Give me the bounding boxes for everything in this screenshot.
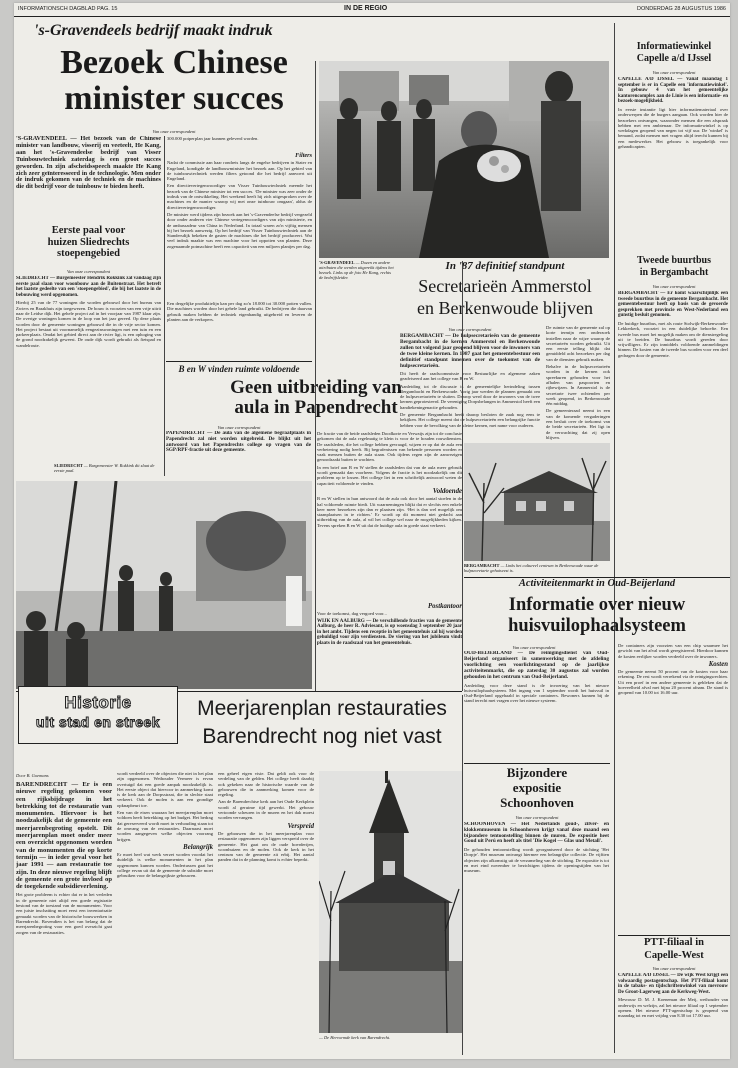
- china-kicker: 's-Gravendeels bedrijf maakt indruk: [34, 23, 273, 39]
- berkenwoude-caption-text: — Links het cultureel centrum in Berkenwoude waar de hulpsecretarie gehuisvest is.: [464, 563, 599, 573]
- china-visit-photo-image: [319, 61, 609, 258]
- secretariat-kicker-block: [400, 261, 610, 273]
- schoonhoven-headline-line3: Schoonhoven: [500, 795, 574, 810]
- info-headline-line2: Capelle a/d IJssel: [636, 53, 712, 64]
- china-col2-rest2: Een dergelijke produktielijn kan per dag zo'n 18.000 tot 30.000 potten vullen. Die machines worden door het gehele land gebruikt. De bedrijven die daarvan gebruik maken hebben de techniek eigenhandig uitgebreid en leveren de planten aan de verkopers.: [167, 301, 312, 322]
- sliedrecht-headline-line1: Eerste paal voor: [51, 225, 126, 236]
- restauraties-col2-a: een geheel eigen visie. Dat geldt ook voor de verdeling van de gelden. Het college heeft daarbij ook gekeken naar de historische waarde van de gebouwen die in aanmerking komen voor de regeling.: [218, 771, 314, 798]
- restauraties-col1: [117, 771, 213, 1056]
- info-body: [618, 77, 728, 252]
- restauraties-headline: [182, 695, 462, 765]
- china-col2-p1: 300.000 potperplan jaar kunnen geleverd worden.: [167, 136, 259, 141]
- sliedrecht-byline: Van onze correspondent: [66, 269, 111, 274]
- oudbeijerland-col1: [464, 651, 609, 761]
- ptt-body: [618, 973, 728, 1055]
- papendrecht-headline-line1: Geen uitbreiding van: [230, 378, 402, 398]
- buurtbus-headline: [618, 255, 730, 283]
- restauraties-headline-line1: Meerjarenplan restauraties: [197, 697, 447, 720]
- secretariat-kicker: In '87 definitief standpunt: [445, 261, 565, 272]
- sliedrecht-headline-line3: stoepengebied: [57, 248, 120, 259]
- china-col2-p2: Nadat de commissie aan haar rondreis langs de engelse bedrijven in Stater en Engeland, kondigde de landbouwminister het bezoek aan. Op het gebied van de tuinbouwtechniek werden filters getoond die het bedrijf aanvoert uit Engeland.: [167, 160, 312, 182]
- papendrecht-kicker-block: [166, 365, 312, 377]
- schoonhoven-text: De gehouden tentoonstelling wordt georganiseerd door de stichting 'Het Dorpje'. Het museum ontvangt hiermee een belangrijke collectie. De vijftien objecten zijn afkomstig uit de verzameling van de stichting. De expositie is tot en met eind november te bezichtigen tijdens de openingstijden van het museum.: [464, 847, 609, 874]
- secretariat-body-3: De gemeente Bergambacht heeft daarop besloten de zaak nog eens te bekijken. Het college meent dat de hulpsecretarieën een belangrijke functie hebben voor de bevolking van de kleine kernen, met name voor ouderen.: [400, 412, 540, 428]
- oudbeijerland-headline: [464, 595, 730, 639]
- restauraties-sub-belangrijk: Belangrijk: [183, 843, 213, 851]
- oudbeijerland-sub-kosten: Kosten: [708, 660, 728, 668]
- sliedrecht-headline-line2: huizen Sliedrechts: [47, 236, 130, 248]
- papendrecht-body-3: B en W stellen in hun antwoord dat de aula ook door het aantal stoelen in de hal voldoende ruimte biedt. Uit waarnemingen blijkt dat er slechts een enkele keer meer bezoekers zijn dan er plaatsen zijn. ‘Het is dan wel mogelijk om staanplaatsen in te richten.’ Er wordt op dit moment niet gedacht aan uitbreiding van de aula, al wil het college wel naar de mogelijkheden kijken. Tevens spreken B en W uit dat de huidige aula in goede staat verkeert.: [317, 496, 462, 528]
- sliedrecht-body: [16, 276, 161, 451]
- papendrecht-body-4: Voor de toekomst, dag vergoed voor...: [317, 611, 387, 617]
- secretariat-headline: [400, 275, 610, 323]
- china-lead: 'S-GRAVENDEEL — Het bezoek van de Chinese minister van landbouw, visserij en veeteelt, He Kang, aan het 's-Gravendeelse bedrijf van Visser Tuinbouwtechniek zaterdag is een groot succes geworden. In zijn afscheidsspeech maakte He Kang zich zeer geïnteresseerd in de technologie. Men onder de indruk gekomen van de techniek en de machines die dit bedrijf voor de tuinbouw te bieden heeft.: [16, 136, 161, 191]
- berkenwoude-caption-lead: BERGAMBACHT: [464, 563, 500, 568]
- historie-col1: [16, 781, 112, 1056]
- papendrecht-sub-postkantoor: Postkantoor: [428, 603, 462, 610]
- secretariat-headline-line1: Secretarieën Ammerstol: [418, 276, 592, 296]
- restauraties-col1-c: Er moet heel wat werk verzet worden voordat het duidelijk is welke monumenten in het plan opgenomen kunnen worden. Ondertussen gaat het college ervan uit dat de gemeente de subsidie moet gebruiken voor de belangrijkste gebouwen.: [117, 852, 213, 879]
- wijk-aalburg-lead: WIJK EN AALBURG: [317, 618, 365, 624]
- header-paper-name: INFORMATIONSCH DAGBLAD PAG. 15: [18, 6, 118, 12]
- oudbeijerland-lead: OUD-BEIJERLAND — De reinigingsdienst van Oud-Beijerland organiseert in samenwerking met de afdeling voorlichting een voorlichtingsstand op de jaarlijkse activiteitenmarkt, die op zaterdag 30 augustus zal worden gehouden in het centrum van Oud-Beijerland.: [464, 651, 609, 680]
- restauraties-col2-c: De gebouwen die in het meerjarenplan voor restauratie opgenomen zijn liggen verspreid over de gemeente. Het gaat om de oude boerderijen, woonhuizen en de molen. Ook de kerk in het centrum van de gemeente zit erbij. Het aantal panden dat in de planning komt is echter beperkt.: [218, 830, 314, 863]
- sliedrecht-lead: SLIEDRECHT — Burgemeester Hendrik Rokkink zal vandaag zijn eerste paal slaan voor woonbouw aan de Buitenstraat. Het betreft het laatste gedeelte van een 'stoepengebied', die bij het laatste in de bebouwing werd opgenomen.: [16, 276, 161, 298]
- china-kicker-block: [34, 23, 309, 45]
- papendrecht-sub-voldoende: Voldoende: [432, 487, 462, 495]
- china-col3: [167, 301, 312, 361]
- schoonhoven-lead: SCHOONHOVEN — Het Nederlands goud-, zilver- en klokkenmuseum in Schoonhoven krijgt vanaf deze maand een bijzondere tentoonstelling binnen de muren. De expositie heet Goud uit Perú en heeft als titel 'Die Kogel — Glas und Metall'.: [464, 822, 609, 845]
- sliedrecht-headline: [16, 225, 161, 269]
- historie-logo: [18, 686, 178, 744]
- newspaper-page: [14, 3, 730, 1059]
- historie-lead: BARENDRECHT — Er is een nieuwe regeling gekomen voor een rijksbijdrage in het betrekking tot de restauratie van monumenten. Hiervoor is het noodzakelijk dat de gemeente een meerjarenbegroting opstelt. Dit meerjarenplan moet onder meer een overzicht opgenomen worden van de monumenten die op korte termijn — in ieder geval voor het jaar 1991 — aan restauratie toe zijn. In deze nieuwe regeling blijft de gemeente een grote invloed op de toegekende subsidieverlening.: [16, 781, 112, 891]
- buurtbus-byline: Van onze correspondent: [652, 284, 696, 289]
- china-visit-photo: [319, 61, 609, 258]
- wijk-aalburg: [317, 601, 462, 691]
- oudbeijerland-col2: [618, 643, 728, 933]
- china-col2-rest: De minister werd tijdens zijn bezoek aan het 's-Gravendeelse bedrijf vergezeld door onder anderen vier Chinese vertegenwoordigers van zijn ministerie, en de ambassadeur van China in Nederland. In totaal waren zo'n vijftig mensen bij het bezoek aanwezig. Op het bedrijf van Visser Tuinbouwtechniek aan de Standersdijk bekeken de gasten de machines die het bedrijf produceert. Wat veel indruk maakte was een machine voor het oppotten van planten. Deze zogenaamde potmachine heeft een capaciteit van een miljoen plantjes per dag.: [167, 211, 312, 249]
- china-headline-line2: minister succes: [64, 80, 284, 117]
- historie-body: Het grote probleem is echter dat er in het verleden in de gemeente niet altijd een goede registratie bestond van de toestand van de monumenten. Voor een juiste inschatting moet eerst een inventarisatie gemaakt worden van de historische bouwwerken in Barendrecht. Bovendien is het van belang dat de meerjarenbegroting voor een goed overzicht gaat zorgen van de restauraties.: [16, 892, 112, 935]
- restauraties-col2-b: Aan de Barendrechtse kerk aan het Oude Kerkplein wordt al geruime tijd gewerkt. Het gebouw vertoonde scheuren in de muren en het dak moest worden vervangen.: [218, 799, 314, 821]
- ptt-headline-line1: PTT-filiaal in: [643, 937, 704, 948]
- sliedrecht-text: Hierbij 25 van de 77 woningen die worden gebouwd door het bureau van Zwiers en Braakhuis zijn toegewezen. De bouw is voorzien van een vrije uitrit naar de Leidse dijk. Het gehele project zal in het voorjaar van 1987 klaar zijn. De overige woningen komen in de loop van het jaar gereed. Op deze plaats worden door de gemeente woningen gebouwd die in de vrije sector komen. Het project bestaat uit voornamelijk eengezinswoningen met een tuin en een parkeerplaats. Omdat het gebied direct aan de rivier ligt, is een ophoging van de grond noodzakelijk geweest. De oude dijk wordt gebruikt als fietspad en wandelroute.: [16, 300, 161, 348]
- oudbeijerland-byline: Van onze correspondent: [512, 645, 556, 650]
- header-date: DONDERDAG 28 AUGUSTUS 1986: [637, 6, 726, 12]
- oudbeijerland-body: Aanleiding voor deze stand is de invoering van het nieuwe huisvuilophaalsysteem. Met ingang van 1 september wordt het huisvuil in Oud-Beijerland opgehaald in speciale containers. Bewoners kunnen bij de stand terecht met vragen over het nieuwe systeem.: [464, 682, 609, 704]
- oudbeijerland-kicker-block: [464, 579, 730, 593]
- secretariat-body-5: Behalve in de hulpsecretarieën worden in de kernen ook spreekuren gehouden voor het afhalen van paspoorten en rijbewijzen. In Ammerstol is de secretarie twee ochtenden per week geopend, in Berkenwoude één middag.: [546, 364, 610, 407]
- secretariat-body-1: Dit heeft de raadscommissie voor Bestuurlijke en algemene zaken geadviseerd aan het college van B en W.: [400, 371, 540, 382]
- restauraties-sub-verspreid: Verspreid: [287, 822, 314, 830]
- historie-logo-line1: Historie: [64, 693, 132, 712]
- china-sub-filters: Filters: [295, 152, 312, 159]
- oudbeijerland-headline-line2: huisvuilophaalsysteem: [508, 616, 686, 636]
- china-col2: [167, 150, 312, 300]
- church-photo: [319, 771, 462, 1033]
- info-lead: CAPELLE A/D IJSSEL — Vanaf maandag 1 september is er in Capelle een 'informatiewinkel'. In gebouw 4 van het gemeentelijke kantorencomplex aan de Linie is een informatie- en bezoek-mogelijkheid.: [618, 77, 728, 105]
- sliedrecht-caption: [54, 463, 162, 477]
- header-section: IN DE REGIO: [344, 5, 388, 12]
- schoonhoven-headline-line2: expositie: [512, 780, 562, 795]
- papendrecht-lead: PAPENDRECHT — De aula van de algemene begraafplaats in Papendrecht zal niet worden uitgebreid. De blijkt uit het antwoord van het Papendrechts college op vragen van de SGP/RPF-fractie uit deze gemeente.: [166, 431, 311, 454]
- china-caption-text: — Dozen en andere attributen die werden uitgereikt tijdens het bezoek. Links op de foto He Kang, rechts de bedrijfsleider.: [319, 260, 394, 280]
- restauraties-col2: [218, 771, 314, 1056]
- info-byline: Van onze correspondent: [652, 70, 696, 75]
- china-byline: Van onze correspondent: [152, 129, 196, 134]
- restauraties-headline-line2: Barendrecht nog niet vast: [202, 725, 442, 748]
- secretariat-body-4: De ruimte van de gemeente zal op korte termijn een onderzoek instellen naar de wijze waarop de secretarieën worden gebruikt. Uit een eerste telling blijkt dat gemiddeld acht bezoekers per dag van de diensten gebruik maken.: [546, 325, 610, 362]
- schoonhoven-headline-line1: Bijzondere: [506, 765, 568, 780]
- oudbeijerland-body-b: De containers zijn voorzien van een chip waarmee het gewicht van het afval wordt geregistreerd. Hierdoor kunnen de kosten eerlijker worden verdeeld over de inwoners.: [618, 643, 728, 659]
- buurtbus-headline-line1: Tweede buurtbus: [637, 255, 711, 266]
- info-headline: [618, 41, 730, 69]
- papendrecht-body-1: De fractie van de beide raadsleden Doodkorte en Verwaijs zijn tot de conclusie gekomen dat de aula regelmatig te klein is voor de te houden rouwdiensten. De raadsleden, die het college hebben gevraagd, wijzen er op dat de aula een verbetering nodig heeft. Bij begrafenissen van bekende personen worden er vaak mensen buiten de aula staan. Ook tijdens regen zijn de aanwezigen genoodzaakt buiten te wachten.: [317, 431, 462, 463]
- berkenwoude-photo-image: [464, 443, 610, 561]
- secretariat-lead: BERGAMBACHT — De hulpsecretarieën van de gemeente Bergambacht in de kernen Ammerstol en Berkenwoude zullen tot volgend jaar geopend blijven voor de inwoners van de twee kleine kernen. In 1987 gaat het gemeentebestuur een definitief standpunt innemen over de toekomst van de hulpsecretarieën.: [400, 333, 540, 369]
- schoonhoven-byline: Van onze correspondent: [515, 815, 559, 820]
- info-headline-line1: Informatiewinkel: [636, 41, 712, 52]
- ptt-headline: [618, 937, 730, 965]
- secretariat-headline-line2: en Berkenwoude blijven: [417, 298, 593, 318]
- oudbeijerland-kicker: Activiteitenmarkt in Oud-Beijerland: [518, 579, 676, 589]
- ptt-lead: CAPELLE A/D IJSSEL — De wijk West krijgt een volwaardig postagentschap. Het PTT-filiaal komt in de tabaks- en tijdschriftenwinkel van mevrouw De Groot-Lagerweg aan de Kerkweg-West.: [618, 973, 728, 995]
- church-photo-image: [319, 771, 462, 1033]
- papendrecht-body-2: In een brief aan B en W stellen de raadsleden dat van de aula meer gebruik wordt gemaakt dan voorheen. Volgens de fractie is het noodzakelijk om dit probleem op te lossen. Het college liet in een schriftelijk antwoord weten de capaciteit voldoende te vinden.: [317, 464, 462, 486]
- restauraties-col1-b: Een van de eisen waaraan het meerjarenplan moet voldoen heeft betrekking op het budget. Het bedrag dat gereserveerd wordt moet in verhouding staan tot de omvang van de restauraties. Daarnaast moet worden aangegeven welke objecten voorrang krijgen.: [117, 810, 213, 842]
- papendrecht-headline-line2: aula in Papendrecht: [234, 397, 398, 418]
- church-caption: [319, 1035, 462, 1049]
- berkenwoude-photo: [464, 443, 610, 561]
- oudbeijerland-headline-line1: Informatie over nieuw: [508, 595, 686, 615]
- restauraties-col1-a: wordt verdeeld over de objecten die niet in het plan zijn opgenomen. Wethouder Vermeer is ervan overtuigd dat een goede aanpak noodzakelijk is. Het eerste object dat hiervoor in aanmerking komt is de kerk aan de Dorpsstraat, die in slechte staat verkeert. Ook de molen is aan een grondige opknapbeurt toe.: [117, 771, 213, 808]
- china-col2-p3: Een directievertegenwoordiger van Visser Tuinbouwtechniek meende het bezoek van de Chinese minister tot een succes. ‘De minister was zeer onder de indruk van de ontwikkeling. Het weekend heeft hij zich uitgesproken over de machines en de manier waarop wij met onze tuinbouw omgaan', aldus de directievertegenwoordiger.: [167, 183, 312, 210]
- berkenwoude-caption: [464, 563, 610, 575]
- papendrecht-byline: Van onze correspondent: [217, 425, 261, 430]
- china-caption-lead: 'S-GRAVENDEEL: [319, 260, 355, 265]
- postkantoor-block: [400, 568, 462, 580]
- ptt-headline-line2: Capelle-West: [644, 949, 704, 961]
- info-text: In eerste instantie ligt hier informatiemateriaal over onderwerpen die de burgers aangaan. Ook worden hier de bezoekers ontvangen, waaronder mensen die een afspraak hebben met een ambtenaar. De informatiewinkel is op werkdagen geopend van negen tot vijf uur. De 'winkel' is bemand, zodat mensen met vragen altijd terecht kunnen bij een medewerker. Het gebouw is toegankelijk voor gehandicapten.: [618, 106, 728, 150]
- ptt-text: Mevrouw D. M. J. Koeneman der Meij, wethouder van onderwijs en welzijn, zal het nieuwe filiaal op 1 september openen. Het nieuwe PTT-agentschap is geopend van maandag tot en met vrijdag van 8.30 tot 17.00 uur.: [618, 997, 728, 1019]
- wijk-aalburg-text: — De verschillende fracties van de gemeente Aalburg, de heer R. Adviesant, is op woensdag 3 september 20 jaar in het ambt. Tijdens een receptie in het gemeentehuis zal hij worden gehuldigd voor zijn verdiensten. De viering van het jubileum vindt plaats in de raadszaal van het gemeentehuis.: [317, 618, 462, 646]
- buurtbus-headline-line2: in Bergambacht: [639, 267, 709, 278]
- sliedrecht-caption-lead: SLIEDRECHT: [54, 463, 83, 468]
- sliedrecht-caption-text: — Burgemeester W. Rokkink dit slaat de eerste paal.: [54, 463, 155, 473]
- church-caption-text: — De Hervormde kerk van Barendrecht.: [319, 1035, 391, 1040]
- page-header: [14, 3, 730, 17]
- buurtbus-lead: BERGAMBACHT — Er komt waarschijnlijk een tweede buurtbus in de gemeente Bergambacht. Het gemeentebestuur heeft op basis van de gevoerde gesprekken met provincie en West-Nederland een gunstig besluit genomen.: [618, 291, 728, 319]
- secretariat-byline: Van onze correspondent: [448, 327, 492, 332]
- china-headline: [34, 45, 314, 125]
- schoonhoven-body: [464, 822, 609, 1054]
- ptt-byline: Van onze correspondent: [652, 966, 696, 971]
- secretariat-body-6: De gemeenteraad neemt in een van de komende vergaderingen een besluit over de toekomst van de beide secretarieën. Het ligt in de verwachting dat zij open blijven.: [546, 408, 610, 440]
- historie-logo-line2: uit stad en streek: [35, 714, 161, 730]
- historie-byline: Door B. Goemans: [16, 773, 49, 778]
- oudbeijerland-body-c: De gemeente neemt 50 procent van de kosten voor haar rekening. De rest wordt verrekend via de reinigingsrechten. Uit een proef in een andere gemeente is gebleken dat de hoeveelheid afval met bijna 20 procent afnam. De stand is geopend van 10.00 tot 16.00 uur.: [618, 669, 728, 696]
- buurtbus-text: De huidige buurtbus, met als route Stolwijk-Berkenwoude-Lekkerkerk, voorziet in een duidelijke behoefte. Een tweede bus moet het mogelijk maken om de dienstregeling uit te breiden. De buurtbus wordt gereden door vrijwilligers. Er zijn inmiddels voldoende aanmeldingen binnen. De kosten van de tweede bus worden voor een deel gedragen door de gemeente.: [618, 320, 728, 358]
- buurtbus-body: [618, 291, 728, 441]
- sliedrecht-photo-image: [16, 481, 312, 689]
- sliedrecht-photo: [16, 481, 312, 689]
- secretariat-col2: [546, 325, 610, 443]
- secretariat-body-2: Aanleiding tot de discussie is de gemeentelijke herindeling tussen Bergambacht en Berkenwoude. Vorig jaar werden de plannen gemaakt om de hulpsecretarieën te sluiten. Daarop werd door de inwoners van de twee kernen geprotesteerd. De vereniging Dorpsbelangen in Ammerstol heeft een handtekeningenactie gehouden.: [400, 383, 540, 410]
- china-headline-line1: Bezoek Chinese: [60, 45, 288, 81]
- china-caption: [319, 260, 394, 308]
- papendrecht-kicker: B en W vinden ruimte voldoende: [178, 365, 300, 374]
- schoonhoven-headline: [464, 765, 610, 813]
